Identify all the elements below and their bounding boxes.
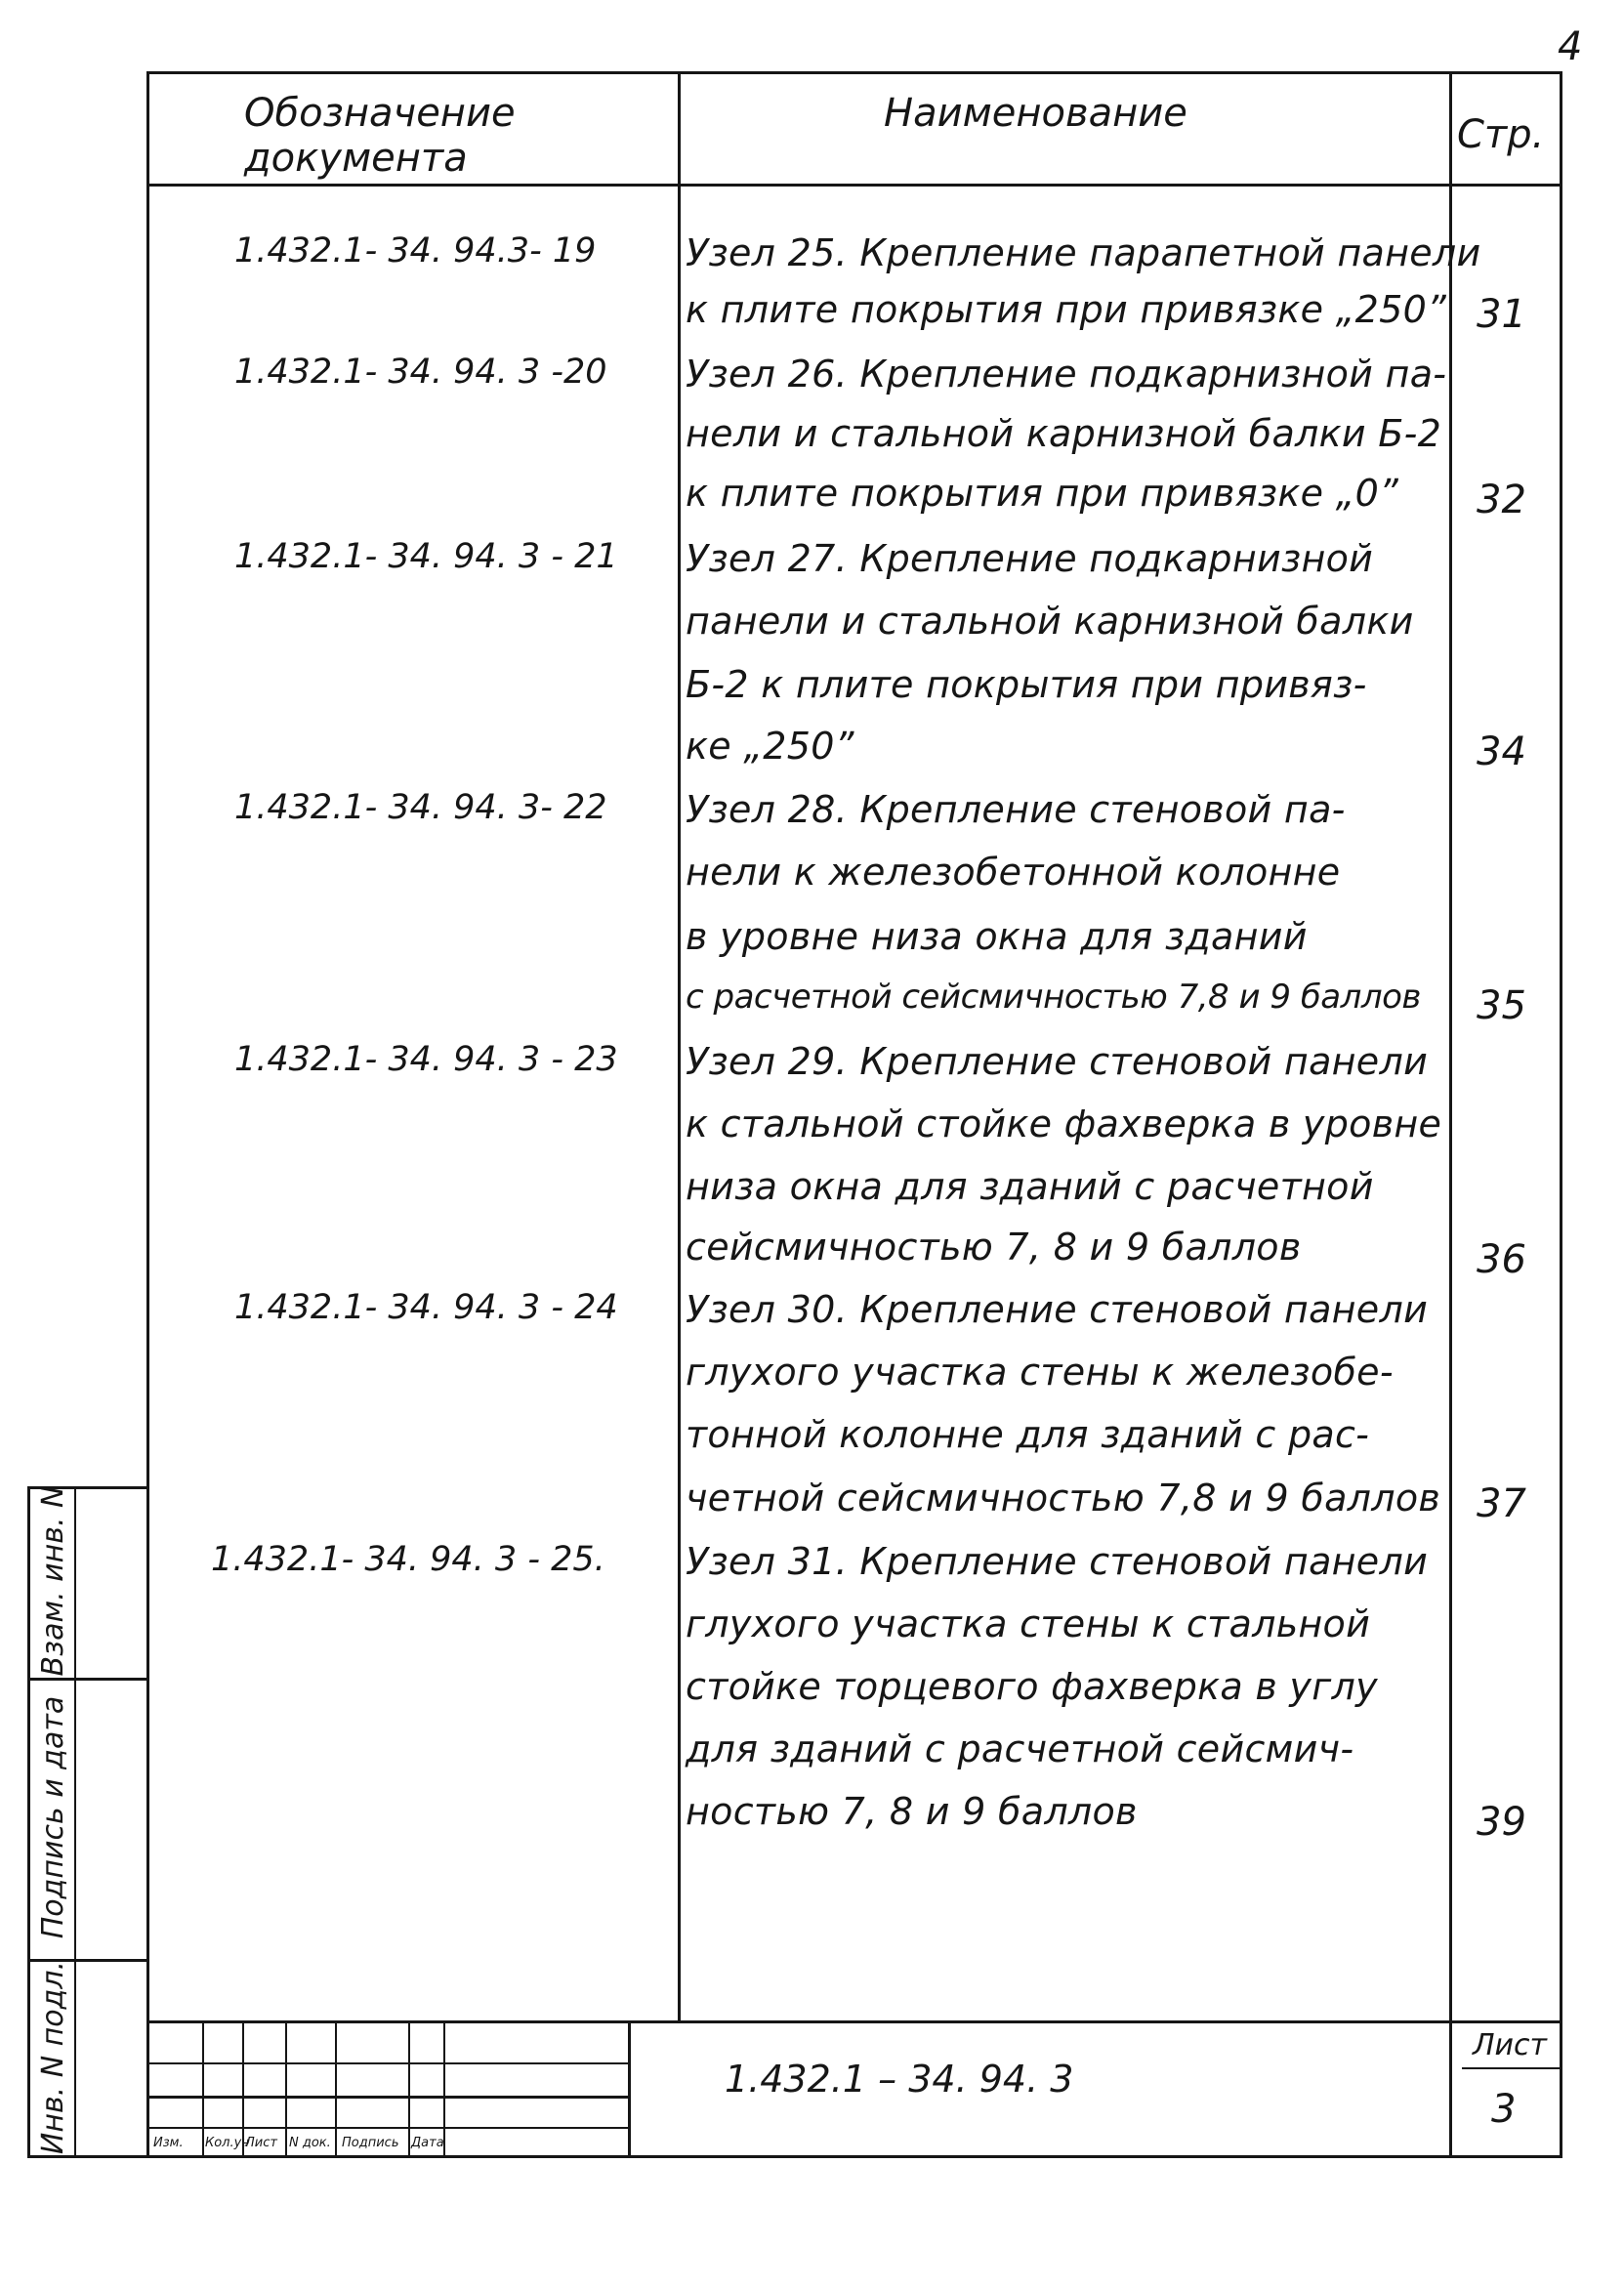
row-page: 32 bbox=[1477, 478, 1526, 522]
header-name: Наименование bbox=[884, 91, 1187, 136]
title-block-vline bbox=[335, 2020, 337, 2157]
title-block-vline bbox=[202, 2020, 204, 2157]
row-code: 1.432.1- 34. 94. 3 - 21 bbox=[234, 537, 618, 576]
row-description-line: низа окна для зданий с расчетной bbox=[686, 1165, 1374, 1208]
header-designation-line2: документа bbox=[244, 136, 468, 181]
row-description-line: Узел 25. Крепление парапетной панели bbox=[686, 231, 1481, 274]
title-block-vline bbox=[628, 2020, 631, 2157]
row-page: 34 bbox=[1477, 729, 1526, 774]
row-description-line: нели к железобетонной колонне bbox=[686, 851, 1341, 894]
row-page: 31 bbox=[1477, 292, 1526, 337]
row-description-line: глухого участка стены к железобе- bbox=[686, 1351, 1394, 1394]
row-description-line: к плите покрытия при привязке „0” bbox=[686, 472, 1399, 515]
row-page: 39 bbox=[1477, 1800, 1526, 1845]
row-description-line: тонной колонне для зданий с рас- bbox=[686, 1413, 1370, 1456]
page-number: 4 bbox=[1558, 24, 1583, 69]
side-stamp-inv-orig: Инв. N подл. bbox=[36, 1960, 70, 2155]
row-code: 1.432.1- 34. 94. 3- 22 bbox=[234, 788, 607, 827]
row-code: 1.432.1- 34. 94. 3 - 25. bbox=[211, 1540, 605, 1579]
row-description-line: Узел 27. Крепление подкарнизной bbox=[686, 537, 1374, 580]
sheet-box-divider bbox=[1462, 2067, 1560, 2069]
row-page: 36 bbox=[1477, 1237, 1526, 1282]
title-block-sheet-label: Лист bbox=[1473, 2028, 1548, 2062]
row-description-line: сейсмичностью 7, 8 и 9 баллов bbox=[686, 1226, 1302, 1269]
row-code: 1.432.1- 34. 94.3- 19 bbox=[234, 231, 597, 271]
title-block-col-ndok: N док. bbox=[289, 2136, 331, 2150]
side-stamp-border-left bbox=[27, 1486, 30, 2158]
row-page: 37 bbox=[1477, 1481, 1526, 1526]
row-description-line: Узел 31. Крепление стеновой панели bbox=[686, 1540, 1429, 1583]
row-description-line: четной сейсмичностью 7,8 и 9 баллов bbox=[686, 1477, 1441, 1519]
row-description-line: нели и стальной карнизной балки Б-2 bbox=[686, 412, 1442, 455]
title-block-row-line-3 bbox=[149, 2127, 628, 2129]
row-description-line: к стальной стойке фахверка в уровне bbox=[686, 1103, 1442, 1145]
col-divider-2 bbox=[1449, 71, 1452, 2157]
header-page: Стр. bbox=[1457, 112, 1545, 157]
row-description-line: стойке торцевого фахверка в углу bbox=[686, 1665, 1378, 1708]
side-stamp-divider bbox=[74, 1486, 76, 2158]
header-designation-line1: Обозначение bbox=[244, 91, 516, 136]
row-description-line: к плите покрытия при привязке „250” bbox=[686, 288, 1447, 331]
row-description-line: Узел 30. Крепление стеновой панели bbox=[686, 1288, 1429, 1331]
row-description-line: ке „250” bbox=[686, 725, 854, 768]
row-page: 35 bbox=[1477, 983, 1526, 1028]
title-block-col-data: Дата bbox=[411, 2136, 444, 2150]
row-description-line: Б-2 к плите покрытия при привяз- bbox=[686, 663, 1367, 706]
row-description-line: Узел 29. Крепление стеновой панели bbox=[686, 1040, 1429, 1083]
col-divider-1 bbox=[678, 71, 681, 2020]
row-code: 1.432.1- 34. 94. 3 - 24 bbox=[234, 1288, 618, 1327]
title-block-col-list: Лист bbox=[245, 2136, 277, 2150]
row-code: 1.432.1- 34. 94. 3 - 23 bbox=[234, 1040, 618, 1079]
row-description-line: панели и стальной карнизной балки bbox=[686, 600, 1414, 643]
header-bottom-line bbox=[149, 184, 1560, 187]
title-block-col-kol: Кол.уч bbox=[205, 2136, 249, 2150]
frame-top bbox=[146, 71, 1562, 74]
title-block-top bbox=[149, 2020, 1560, 2023]
row-description-line: ностью 7, 8 и 9 баллов bbox=[686, 1790, 1138, 1833]
title-block-vline bbox=[408, 2020, 410, 2157]
title-block-document-code: 1.432.1 – 34. 94. 3 bbox=[725, 2058, 1074, 2101]
frame-right bbox=[1560, 71, 1562, 2157]
row-description-line: с расчетной сейсмичностью 7,8 и 9 баллов bbox=[686, 978, 1421, 1017]
title-block-row-line-1 bbox=[149, 2062, 628, 2064]
title-block-row-line-2 bbox=[149, 2096, 628, 2099]
row-description-line: для зданий с расчетной сейсмич- bbox=[686, 1727, 1354, 1770]
side-stamp-sign-date: Подпись и дата bbox=[36, 1695, 70, 1939]
title-block-col-izm: Изм. bbox=[153, 2136, 184, 2150]
title-block-vline bbox=[285, 2020, 287, 2157]
title-block-sheet-number: 3 bbox=[1491, 2087, 1517, 2132]
row-description-line: глухого участка стены к стальной bbox=[686, 1602, 1371, 1645]
title-block-col-podpis: Подпись bbox=[342, 2136, 399, 2150]
frame-bottom bbox=[27, 2155, 1562, 2158]
row-description-line: Узел 26. Крепление подкарнизной па- bbox=[686, 353, 1447, 395]
row-description-line: в уровне низа окна для зданий bbox=[686, 915, 1308, 958]
row-code: 1.432.1- 34. 94. 3 -20 bbox=[234, 353, 607, 392]
frame-left bbox=[146, 71, 149, 2157]
side-stamp-instead-inv: Взам. инв. N bbox=[36, 1485, 70, 1677]
row-description-line: Узел 28. Крепление стеновой па- bbox=[686, 788, 1346, 831]
